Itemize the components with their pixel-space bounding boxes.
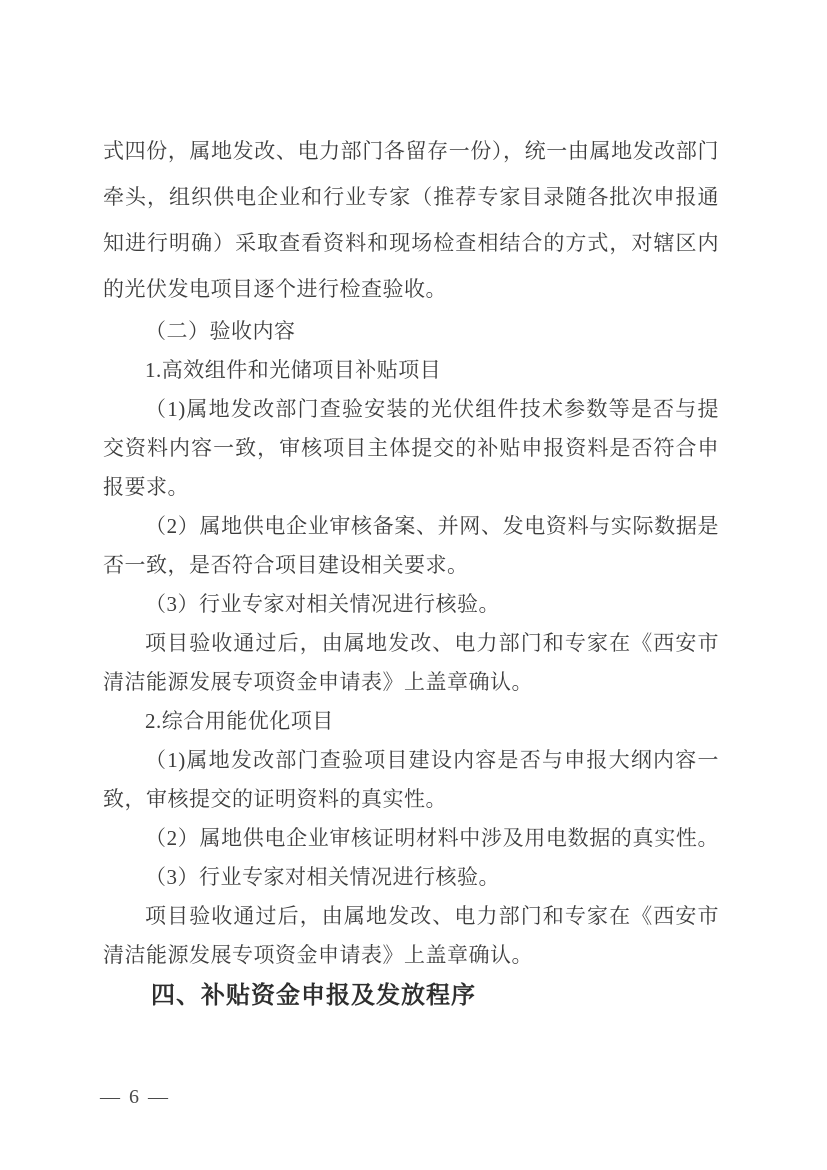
document-body (103, 128, 719, 1017)
body-line: 清洁能源发展专项资金申请表》上盖章确认。 (103, 670, 533, 694)
body-line: 报要求。 (103, 475, 189, 499)
page-number: — 6 — (100, 1086, 170, 1108)
body-line: 致，审核提交的证明资料的真实性。 (103, 787, 447, 811)
list-item-title: 2.综合用能优化项目 (145, 709, 334, 733)
body-line: 交资料内容一致，审核项目主体提交的补贴申报资料是否符合申 (103, 436, 719, 460)
body-line: （2）属地供电企业审核备案、并网、发电资料与实际数据是 (145, 514, 719, 538)
body-line: 式四份，属地发改、电力部门各留存一份），统一由属地发改部门 (103, 139, 719, 163)
body-line: （3）行业专家对相关情况进行核验。 (145, 592, 500, 616)
body-line: 牵头，组织供电企业和行业专家（推荐专家目录随各批次申报通 (103, 185, 719, 209)
section-heading: 四、补贴资金申报及发放程序 (151, 982, 476, 1009)
body-line: 否一致，是否符合项目建设相关要求。 (103, 553, 469, 577)
list-item-title: 1.高效组件和光储项目补贴项目 (145, 358, 442, 382)
body-line: 的光伏发电项目逐个进行检查验收。 (103, 277, 447, 301)
body-line: （3）行业专家对相关情况进行核验。 (145, 865, 500, 889)
body-line: （1)属地发改部门查验安装的光伏组件技术参数等是否与提 (145, 397, 719, 421)
body-line: 项目验收通过后，由属地发改、电力部门和专家在《西安市 (145, 904, 719, 928)
body-line: 清洁能源发展专项资金申请表》上盖章确认。 (103, 943, 533, 967)
body-line: 知进行明确）采取查看资料和现场检查相结合的方式，对辖区内 (103, 231, 719, 255)
body-line: 项目验收通过后，由属地发改、电力部门和专家在《西安市 (145, 631, 719, 655)
subsection-title: （二）验收内容 (145, 319, 296, 343)
body-line: （2）属地供电企业审核证明材料中涉及用电数据的真实性。 (145, 826, 719, 850)
body-line: （1)属地发改部门查验项目建设内容是否与申报大纲内容一 (145, 748, 719, 772)
